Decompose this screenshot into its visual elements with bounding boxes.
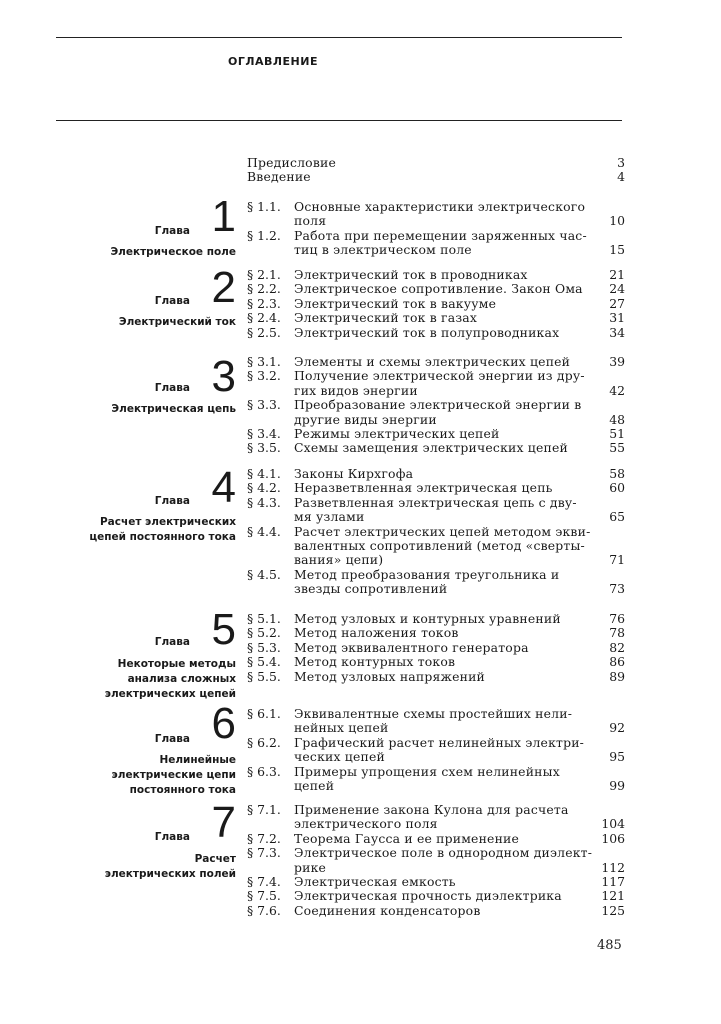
chapter-title-line: электрических полей	[104, 868, 236, 880]
toc-section-group	[247, 156, 625, 185]
entry-page-number: 21	[609, 267, 625, 282]
top-rule	[56, 37, 622, 38]
toc-entry	[247, 875, 625, 889]
toc-section-group	[247, 612, 625, 684]
chapter-title	[110, 245, 236, 260]
toc-section-group	[247, 803, 625, 918]
entry-page-number: 106	[601, 830, 625, 846]
toc-entry	[247, 904, 625, 918]
entry-page-number: 86	[609, 654, 625, 670]
toc-entry	[247, 670, 625, 684]
section-number: § 2.3.	[247, 295, 281, 311]
section-number: § 1.1.	[247, 199, 281, 214]
entry-page-number: 71	[609, 552, 625, 568]
entry-page-number: 55	[609, 440, 625, 456]
toc-entry	[247, 282, 625, 296]
chapter-number: 5	[211, 605, 236, 654]
toc-entry	[247, 736, 625, 765]
toc-entry	[247, 612, 625, 626]
entry-title-line: Схемы замещения электрических цепей	[294, 440, 568, 456]
entry-title-line: нейных цепей	[294, 720, 389, 736]
entry-title-line: Неразветвленная электрическая цепь	[294, 480, 553, 496]
entry-page-number: 99	[609, 778, 625, 794]
section-number: § 5.5.	[247, 668, 281, 684]
entry-page-number: 10	[609, 213, 625, 229]
entry-title-line: мя узлами	[294, 509, 365, 525]
chapter-title	[119, 315, 236, 330]
entry-title-line: Электрический ток в проводниках	[294, 267, 528, 282]
entry-title-line: Метод наложения токов	[294, 625, 459, 641]
entry-page-number: 104	[601, 816, 625, 832]
page-title: ОГЛАВЛЕНИЕ	[228, 55, 318, 68]
section-number: § 2.2.	[247, 281, 281, 297]
section-number: § 2.4.	[247, 310, 281, 326]
toc-entry	[247, 655, 625, 669]
chapter-number: 2	[211, 263, 236, 312]
page-number: 485	[597, 938, 622, 953]
entry-page-number: 82	[609, 639, 625, 655]
entry-title-line: Электрическая прочность диэлектрика	[294, 888, 562, 904]
entry-title-line: Электрическое сопротивление. Закон Ома	[294, 281, 583, 297]
chapter-label: Глава	[154, 831, 190, 843]
toc-entry	[247, 355, 625, 369]
chapter-title-line: Электрическое поле	[110, 246, 236, 258]
entry-title-line: Метод узловых и контурных уравнений	[294, 611, 561, 626]
toc-section-group	[247, 200, 625, 258]
toc-entry	[247, 156, 625, 170]
entry-title-line: Метод преобразования треугольника и	[294, 566, 560, 582]
toc-entry	[247, 326, 625, 340]
chapter-number: 6	[211, 699, 236, 748]
section-number: § 6.1.	[247, 706, 281, 721]
section-number: § 3.2.	[247, 368, 281, 384]
toc-entry	[247, 427, 625, 441]
chapter-title-line: Электрическая цепь	[111, 403, 236, 415]
entry-title-line: другие виды энергии	[294, 411, 437, 427]
entry-title-line: Примеры упрощения схем нелинейных	[294, 763, 560, 779]
chapter-title-line: электрические цепи	[111, 769, 236, 781]
chapter-label: Глава	[154, 382, 190, 394]
entry-page-number: 48	[609, 411, 625, 427]
chapter-label: Глава	[154, 636, 190, 648]
chapter-title-line: Расчет электрических	[99, 516, 236, 528]
entry-title-line: ческих цепей	[294, 749, 385, 765]
entry-title-line: Метод контурных токов	[294, 654, 456, 670]
chapter-title-line: Нелинейные	[159, 754, 236, 766]
entry-title-line: звезды сопротивлений	[294, 581, 448, 597]
chapter-title	[89, 515, 236, 545]
section-number: § 5.2.	[247, 625, 281, 641]
section-number: § 7.2.	[247, 830, 281, 846]
toc-entry	[247, 200, 625, 229]
entry-title-line: валентных сопротивлений (метод «сверты-	[294, 538, 585, 554]
chapter-label: Глава	[154, 495, 190, 507]
toc-entry	[247, 467, 625, 481]
section-number: § 3.4.	[247, 426, 281, 442]
entry-title-line: Расчет электрических цепей методом экви-	[294, 523, 591, 539]
entry-title-line: цепей	[294, 778, 335, 794]
chapter-number: 3	[211, 352, 236, 401]
entry-title-line: Электрический ток в газах	[294, 310, 478, 326]
chapter-title	[112, 753, 236, 798]
section-number: § 4.4.	[247, 523, 281, 539]
section-number: § 5.1.	[247, 611, 281, 626]
entry-title-line: Предисловие	[247, 155, 336, 170]
toc-entry	[247, 525, 625, 568]
toc-entry	[247, 707, 625, 736]
section-number: § 4.1.	[247, 466, 281, 481]
entry-page-number: 42	[609, 382, 625, 398]
toc-entry	[247, 268, 625, 282]
entry-page-number: 117	[601, 874, 625, 890]
toc-entry	[247, 641, 625, 655]
entry-page-number: 76	[609, 611, 625, 626]
toc-entry	[247, 229, 625, 258]
entry-title-line: Метод узловых напряжений	[294, 668, 486, 684]
chapter-title-line: Некоторые методы	[117, 658, 236, 670]
entry-page-number: 51	[609, 426, 625, 442]
entry-title-line: Электрический ток в вакууме	[294, 295, 497, 311]
entry-title-line: Элементы и схемы электрических цепей	[294, 354, 571, 369]
entry-title-line: Введение	[247, 169, 311, 185]
toc-entry	[247, 481, 625, 495]
entry-title-line: Работа при перемещении заряженных час-	[294, 227, 587, 243]
entry-page-number: 34	[609, 324, 625, 340]
entry-title-line: Законы Кирхгофа	[294, 466, 414, 481]
entry-page-number: 121	[601, 888, 625, 904]
chapter-title	[105, 657, 236, 702]
toc-entry	[247, 441, 625, 455]
section-number: § 6.3.	[247, 763, 281, 779]
section-number: § 7.4.	[247, 874, 281, 890]
toc-entry	[247, 832, 625, 846]
entry-page-number: 73	[609, 581, 625, 597]
section-number: § 7.3.	[247, 845, 281, 861]
entry-title-line: Электрическое поле в однородном диэлект-	[294, 845, 593, 861]
toc-entry	[247, 496, 625, 525]
entry-title-line: Электрический ток в полупроводниках	[294, 324, 560, 340]
toc-section-group	[247, 707, 625, 793]
chapter-title-line: Расчет	[194, 853, 236, 865]
toc-entry	[247, 889, 625, 903]
entry-page-number: 27	[609, 295, 625, 311]
toc-entry	[247, 398, 625, 427]
section-number: § 6.2.	[247, 734, 281, 750]
toc-entry	[247, 846, 625, 875]
toc-entry	[247, 803, 625, 832]
entry-title-line: Метод эквивалентного генератора	[294, 639, 529, 655]
chapter-number: 7	[211, 798, 236, 847]
chapter-label: Глава	[154, 733, 190, 745]
section-number: § 5.3.	[247, 639, 281, 655]
entry-title-line: электрического поля	[294, 816, 438, 832]
section-number: § 1.2.	[247, 227, 281, 243]
entry-title-line: поля	[294, 213, 327, 229]
entry-title-line: Эквивалентные схемы простейших нели-	[294, 706, 573, 721]
section-number: § 3.3.	[247, 397, 281, 413]
entry-title-line: Графический расчет нелинейных электри-	[294, 734, 585, 750]
chapter-title-line: электрических цепей	[104, 688, 236, 700]
entry-page-number: 78	[609, 625, 625, 641]
entry-page-number: 125	[601, 902, 625, 918]
entry-page-number: 24	[609, 281, 625, 297]
chapter-number: 1	[211, 192, 236, 241]
section-number: § 7.5.	[247, 888, 281, 904]
toc-entry	[247, 311, 625, 325]
entry-title-line: Разветвленная электрическая цепь с дву-	[294, 494, 577, 510]
section-number: § 4.5.	[247, 566, 281, 582]
section-number: § 4.3.	[247, 494, 281, 510]
toc-entry	[247, 568, 625, 597]
entry-title-line: Режимы электрических цепей	[294, 426, 500, 442]
toc-entry	[247, 369, 625, 398]
section-number: § 5.4.	[247, 654, 281, 670]
toc-entry	[247, 170, 625, 184]
section-number: § 7.6.	[247, 902, 281, 918]
entry-title-line: Применение закона Кулона для расчета	[294, 802, 569, 817]
chapter-title-line: анализа сложных	[127, 673, 236, 685]
chapter-title-line: цепей постоянного тока	[89, 531, 236, 543]
entry-title-line: Теорема Гаусса и ее применение	[294, 830, 520, 846]
chapter-title-line: постоянного тока	[129, 784, 236, 796]
entry-page-number: 92	[609, 720, 625, 736]
entry-page-number: 58	[609, 466, 625, 481]
entry-page-number: 112	[601, 859, 625, 875]
entry-title-line: Электрическая емкость	[294, 874, 456, 890]
entry-page-number: 60	[609, 480, 625, 496]
chapter-title-line: Электрический ток	[118, 316, 236, 328]
chapter-number: 4	[211, 463, 236, 512]
entry-page-number: 95	[609, 749, 625, 765]
chapter-title	[105, 852, 236, 882]
entry-page-number: 15	[609, 242, 625, 258]
entry-title-line: Основные характеристики электрического	[294, 199, 586, 214]
toc-entry	[247, 297, 625, 311]
chapter-title	[111, 402, 236, 417]
entry-page-number: 4	[617, 169, 625, 185]
title-rule	[56, 120, 622, 121]
entry-page-number: 3	[617, 155, 625, 170]
section-number: § 7.1.	[247, 802, 281, 817]
section-number: § 2.1.	[247, 267, 281, 282]
entry-title-line: вания» цепи)	[294, 552, 384, 568]
entry-title-line: тиц в электрическом поле	[294, 242, 472, 258]
entry-title-line: гих видов энергии	[294, 382, 418, 398]
entry-page-number: 31	[609, 310, 625, 326]
entry-page-number: 39	[609, 354, 625, 369]
toc-entry	[247, 626, 625, 640]
section-number: § 3.1.	[247, 354, 281, 369]
section-number: § 3.5.	[247, 440, 281, 456]
toc-section-group	[247, 268, 625, 340]
entry-page-number: 65	[609, 509, 625, 525]
entry-title-line: Преобразование электрической энергии в	[294, 397, 582, 413]
section-number: § 4.2.	[247, 480, 281, 496]
toc-section-group	[247, 467, 625, 597]
toc-entry	[247, 765, 625, 794]
section-number: § 2.5.	[247, 324, 281, 340]
entry-page-number: 89	[609, 668, 625, 684]
chapter-label: Глава	[154, 225, 190, 237]
entry-title-line: рике	[294, 859, 327, 875]
toc-section-group	[247, 355, 625, 456]
entry-title-line: Получение электрической энергии из дру-	[294, 368, 585, 384]
entry-title-line: Соединения конденсаторов	[294, 902, 481, 918]
chapter-label: Глава	[154, 295, 190, 307]
